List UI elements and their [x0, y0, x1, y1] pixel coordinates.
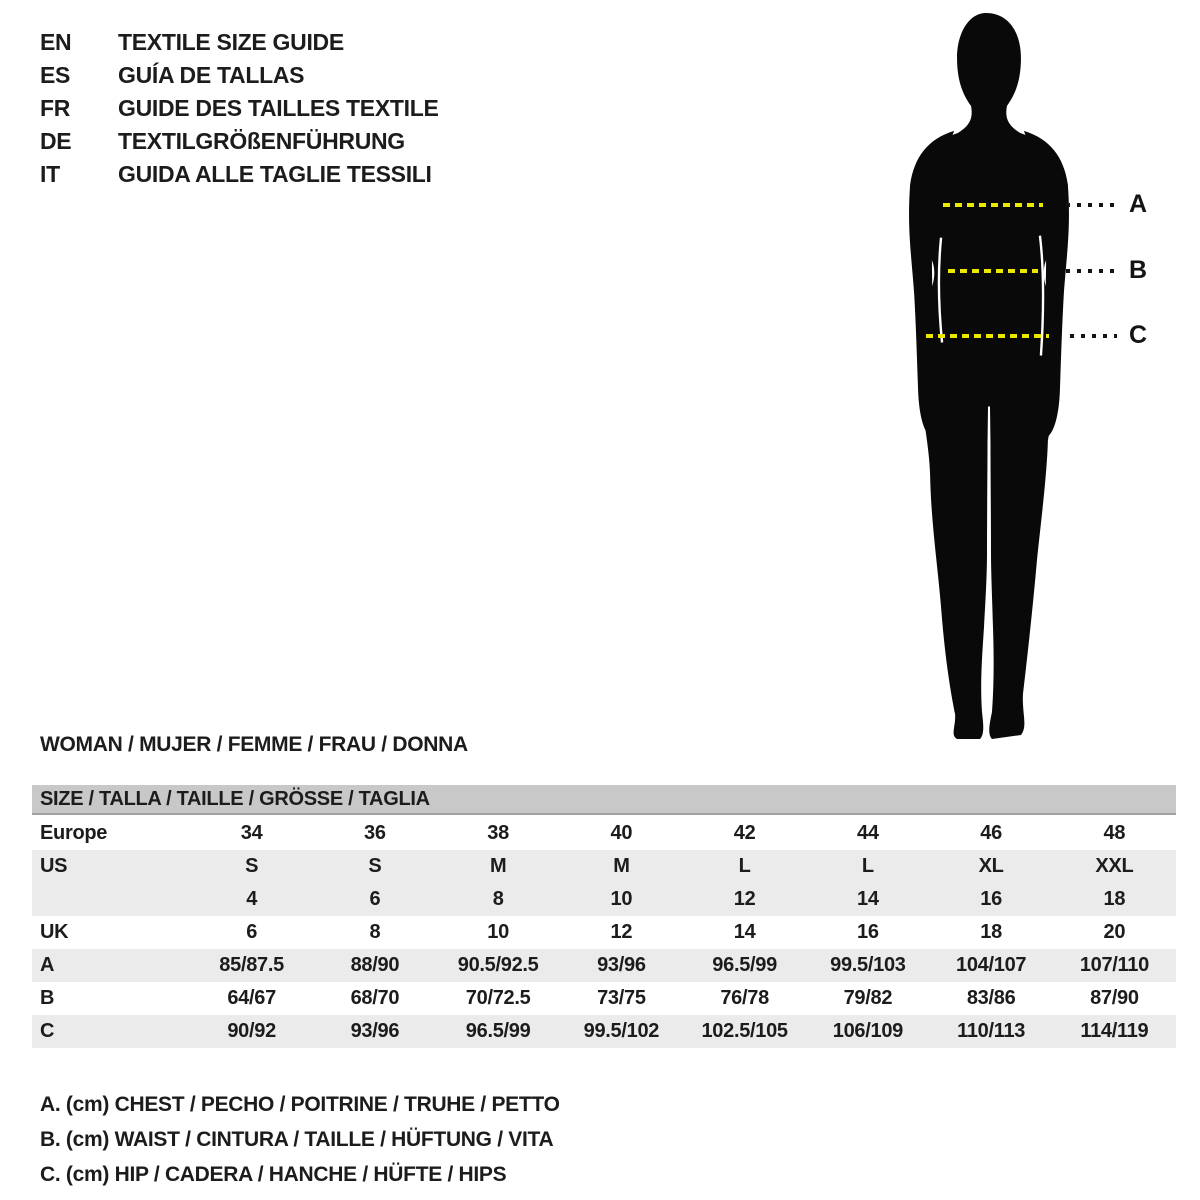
size-cell: S: [368, 855, 382, 877]
waist-leader-line: [1066, 269, 1116, 273]
size-cell: S: [245, 855, 259, 877]
language-code: ES: [40, 62, 71, 88]
waist-measure-label: B: [1129, 256, 1148, 284]
language-title: GUIDE DES TAILLES TEXTILE: [118, 95, 439, 121]
language-title: GUÍA DE TALLAS: [118, 62, 305, 88]
size-cell: 68/70: [350, 987, 400, 1009]
size-cell: 4: [246, 888, 258, 910]
row-label: A: [40, 954, 55, 976]
language-code: FR: [40, 95, 71, 121]
size-cell: 90.5/92.5: [457, 954, 539, 976]
language-code: EN: [40, 29, 72, 55]
size-cell: 110/113: [957, 1020, 1026, 1042]
size-cell: L: [861, 855, 874, 877]
size-cell: 70/72.5: [465, 987, 531, 1009]
size-cell: 85/87.5: [219, 954, 284, 976]
row-label: [32, 883, 190, 916]
row-label: B: [40, 987, 55, 1009]
size-cell: 83/86: [966, 987, 1016, 1009]
size-cell: 87/90: [1090, 987, 1139, 1009]
chest-measure-line: [943, 203, 1043, 207]
language-list: [40, 26, 439, 191]
row-label: UK: [40, 921, 69, 943]
size-cell: M: [613, 855, 630, 877]
size-cell: 46: [980, 822, 1002, 844]
size-cell: L: [738, 855, 751, 877]
size-table: [32, 817, 1176, 1048]
hip-measure-line: [926, 334, 1049, 338]
size-cell: XXL: [1095, 855, 1134, 877]
size-cell: 16: [980, 888, 1002, 910]
size-cell: M: [489, 855, 507, 877]
size-cell: 93/96: [597, 954, 646, 976]
size-cell: 104/107: [956, 954, 1027, 976]
table-row-uk: [32, 916, 1176, 949]
size-cell: 76/78: [720, 987, 769, 1009]
size-cell: 12: [610, 921, 633, 943]
row-label: US: [40, 855, 68, 877]
size-cell: 34: [240, 822, 263, 844]
size-cell: 42: [733, 822, 756, 844]
size-cell: 6: [246, 921, 258, 943]
language-row-en: [40, 26, 439, 59]
size-cell: 99.5/103: [830, 954, 906, 976]
hip-measure-label: C: [1129, 321, 1148, 349]
table-row-europe: [32, 817, 1176, 850]
size-cell: 73/75: [597, 987, 646, 1009]
size-cell: 99.5/102: [583, 1020, 660, 1042]
row-label: C: [40, 1020, 55, 1042]
language-row-fr: [40, 92, 439, 125]
language-title: TEXTILGRÖßENFÜHRUNG: [118, 128, 405, 154]
size-cell: 8: [369, 921, 381, 943]
size-cell: 18: [1103, 888, 1126, 910]
size-cell: 48: [1103, 822, 1126, 844]
table-row-chest: [32, 949, 1176, 982]
size-cell: 106/109: [832, 1020, 903, 1042]
language-title: TEXTILE SIZE GUIDE: [118, 29, 344, 55]
size-cell: XL: [978, 855, 1004, 877]
size-cell: 10: [487, 921, 509, 943]
table-row-waist: [32, 982, 1176, 1015]
language-row-it: [40, 158, 439, 191]
chest-measure-label: A: [1129, 190, 1148, 218]
size-cell: 107/110: [1079, 954, 1149, 976]
size-cell: 64/67: [227, 987, 276, 1009]
size-cell: 114/119: [1080, 1020, 1149, 1042]
table-row-us-letters: [32, 850, 1176, 883]
woman-silhouette-image: [904, 13, 1074, 742]
size-cell: 16: [857, 921, 879, 943]
row-label: Europe: [40, 822, 108, 844]
legend-waist: B. (cm) WAIST / CINTURA / TAILLE / HÜFTUNG / VITA: [40, 1128, 554, 1151]
size-cell: 90/92: [227, 1020, 276, 1042]
waist-measure-line: [948, 269, 1038, 273]
language-row-de: [40, 125, 439, 158]
size-cell: 40: [610, 822, 633, 844]
measurement-legend: [40, 1087, 560, 1192]
language-code: DE: [40, 128, 72, 154]
size-cell: 6: [369, 888, 381, 910]
size-table-header: SIZE / TALLA / TAILLE / GRÖSSE / TAGLIA: [32, 785, 1176, 815]
size-cell: 20: [1103, 921, 1126, 943]
size-cell: 8: [492, 888, 504, 910]
size-cell: 38: [487, 822, 509, 844]
gender-heading: WOMAN / MUJER / FEMME / FRAU / DONNA: [40, 733, 468, 756]
size-cell: 12: [733, 888, 756, 910]
size-cell: 96.5/99: [465, 1020, 531, 1042]
size-cell: 79/82: [843, 987, 893, 1009]
language-title: GUIDA ALLE TAGLIE TESSILI: [118, 161, 432, 187]
language-row-es: [40, 59, 439, 92]
table-row-hip: [32, 1015, 1176, 1048]
size-cell: 88/90: [350, 954, 400, 976]
legend-hip: C. (cm) HIP / CADERA / HANCHE / HÜFTE / HIPS: [40, 1163, 507, 1186]
size-cell: 36: [364, 822, 386, 844]
chest-leader-line: [1066, 203, 1116, 207]
legend-chest: A. (cm) CHEST / PECHO / POITRINE / TRUHE / PETTO: [40, 1093, 560, 1116]
size-cell: 93/96: [350, 1020, 400, 1042]
table-row-us-numbers: [32, 883, 1176, 916]
hip-leader-line: [1070, 334, 1117, 338]
size-cell: 10: [610, 888, 633, 910]
size-cell: 14: [857, 888, 879, 910]
size-cell: 102.5/105: [701, 1020, 788, 1042]
size-cell: 44: [857, 822, 879, 844]
size-cell: 96.5/99: [712, 954, 777, 976]
size-cell: 18: [980, 921, 1002, 943]
language-code: IT: [40, 161, 60, 187]
size-cell: 14: [733, 921, 756, 943]
